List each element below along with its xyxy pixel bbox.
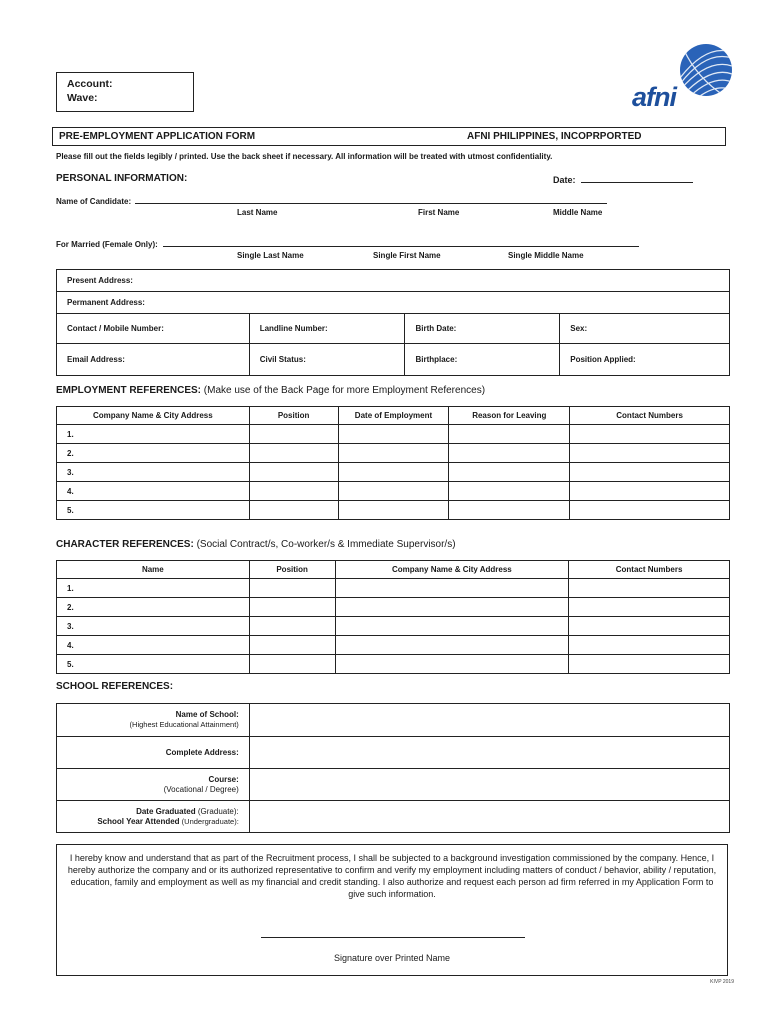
row-number: 3. [57,617,250,636]
character-section-title: CHARACTER REFERENCES: [56,539,194,550]
char-contact-cell[interactable] [569,598,730,617]
landline-cell[interactable] [249,314,405,344]
emp-date-cell[interactable] [338,444,449,463]
character-section-heading [56,539,456,550]
school-references-table [56,703,730,833]
instructions: Please fill out the fields legibly / printed. Use the back sheet if necessary. All information will be treated with utmost confidentiality. [56,152,553,161]
table-row[interactable] [57,501,730,520]
row-number: 5. [57,655,250,674]
emp-contact-cell[interactable] [570,444,730,463]
school-year-line [57,817,239,827]
email-cell[interactable] [57,344,250,376]
single-first-caption: Single First Name [373,251,441,260]
row-number: 1. [57,425,250,444]
emp-col-position: Position [249,407,338,425]
char-col-position: Position [249,561,335,579]
row-number: 5. [57,501,250,520]
char-col-name: Name [57,561,250,579]
date-graduated-label-cell [57,801,250,833]
char-company-cell[interactable] [335,598,569,617]
row-number: 2. [57,444,250,463]
footer-code: KIVP 2019 [710,979,734,985]
char-contact-cell[interactable] [569,636,730,655]
char-company-cell[interactable] [335,655,569,674]
emp-reason-cell[interactable] [449,425,570,444]
school-name-input[interactable] [249,704,729,737]
signature-label: Signature over Printed Name [333,953,451,963]
school-address-input[interactable] [249,737,729,769]
table-row[interactable] [57,617,730,636]
date-line [581,174,693,183]
birth-date-cell[interactable] [405,314,560,344]
course-label: Course: [208,774,239,784]
char-position-cell[interactable] [249,636,335,655]
char-col-company: Company Name & City Address [335,561,569,579]
personal-info-table [56,269,730,376]
permanent-address-cell[interactable] [57,292,730,314]
first-name-caption: First Name [418,208,460,217]
contact-mobile-label: Contact / Mobile Number: [67,324,164,333]
emp-date-cell[interactable] [338,425,449,444]
emp-contact-cell[interactable] [570,463,730,482]
afni-wordmark: afni [632,82,677,112]
emp-date-cell[interactable] [338,463,449,482]
consent-box [56,844,728,976]
char-contact-cell[interactable] [569,655,730,674]
school-address-label-cell [57,737,250,769]
emp-reason-cell[interactable] [449,482,570,501]
char-contact-cell[interactable] [569,617,730,636]
char-position-cell[interactable] [249,598,335,617]
married-label: For Married (Female Only): [56,240,158,249]
account-label: Account: [67,78,113,90]
name-line [135,196,607,204]
emp-date-cell[interactable] [338,482,449,501]
char-contact-cell[interactable] [569,579,730,598]
single-middle-caption: Single Middle Name [508,251,584,260]
position-applied-cell[interactable] [560,344,730,376]
emp-reason-cell[interactable] [449,444,570,463]
emp-position-cell[interactable] [249,425,338,444]
last-name-caption: Last Name [237,208,278,217]
character-section-note: (Social Contract/s, Co-worker/s & Immediate Supervisor/s) [193,539,456,550]
birth-date-label: Birth Date: [415,324,457,333]
emp-position-cell[interactable] [249,501,338,520]
sex-cell[interactable] [560,314,730,344]
row-number: 4. [57,482,250,501]
emp-contact-cell[interactable] [570,425,730,444]
table-row[interactable] [57,444,730,463]
school-year-sub: (Undergraduate): [179,816,239,826]
char-position-cell[interactable] [249,617,335,636]
personal-section-title: PERSONAL INFORMATION: [56,173,188,184]
emp-position-cell[interactable] [249,482,338,501]
row-number: 4. [57,636,250,655]
emp-col-contact: Contact Numbers [570,407,730,425]
emp-col-reason: Reason for Leaving [449,407,570,425]
school-year-label: School Year Attended [97,816,180,826]
emp-contact-cell[interactable] [570,482,730,501]
date-graduated-sub: (Graduate): [195,806,239,816]
row-number: 2. [57,598,250,617]
emp-date-cell[interactable] [338,501,449,520]
school-name-label-cell [57,704,250,737]
employment-section-title: EMPLOYMENT REFERENCES: [56,385,202,396]
landline-label: Landline Number: [259,324,328,333]
employment-section-heading [56,385,485,396]
date-label: Date: [553,175,576,185]
sex-label: Sex: [570,324,588,333]
char-company-cell[interactable] [335,617,569,636]
civil-status-label: Civil Status: [259,355,306,364]
name-label: Name of Candidate: [56,197,132,206]
table-row[interactable] [57,425,730,444]
account-wave-box [56,72,194,112]
char-position-cell[interactable] [249,579,335,598]
date-graduated-input[interactable] [249,801,729,833]
name-field[interactable] [56,196,607,206]
date-field[interactable] [553,174,693,185]
single-last-caption: Single Last Name [237,251,304,260]
course-input[interactable] [249,769,729,801]
character-references-table [56,560,730,674]
school-name-sub: (Highest Educational Attainment) [129,720,239,729]
wave-label: Wave: [67,92,98,104]
emp-col-company: Company Name & City Address [57,407,250,425]
char-company-cell[interactable] [335,636,569,655]
emp-contact-cell[interactable] [570,501,730,520]
employment-references-table [56,406,730,520]
present-address-cell[interactable] [57,270,730,292]
emp-reason-cell[interactable] [449,463,570,482]
contact-mobile-cell[interactable] [57,314,250,344]
form-header-bar [52,127,726,146]
emp-position-cell[interactable] [249,463,338,482]
employment-section-note: (Make use of the Back Page for more Employment References) [201,385,486,396]
consent-text: I hereby know and understand that as part of the Recruitment process, I shall be subjected to a background investigation commissioned by the company. Hence, I hereby authorize the company and or its authorized representative to confirm and verify my employment including matters of conduct / behavior, ability / reputation, education, family and employment as well as my financial and credit standing. I also authorize and request each person ad firm referred in my Application Form to give such information. [67,853,717,899]
emp-reason-cell[interactable] [449,501,570,520]
birthplace-label: Birthplace: [415,355,458,364]
char-col-contact: Contact Numbers [569,561,730,579]
course-sub: (Vocational / Degree) [163,784,239,794]
civil-status-cell[interactable] [249,344,405,376]
middle-name-caption: Middle Name [553,208,603,217]
row-number: 1. [57,579,250,598]
date-graduated-label: Date Graduated [136,806,196,816]
emp-position-cell[interactable] [249,444,338,463]
birthplace-cell[interactable] [405,344,560,376]
table-row[interactable] [57,598,730,617]
afni-logo [628,40,740,112]
school-name-label: Name of School: [175,710,239,719]
emp-col-date: Date of Employment [338,407,449,425]
present-address-label: Present Address: [67,276,133,285]
married-name-field[interactable] [56,239,639,249]
married-line [163,239,639,247]
table-row[interactable] [57,579,730,598]
course-label-cell [57,769,250,801]
school-address-label: Complete Address: [165,747,239,757]
form-title: PRE-EMPLOYMENT APPLICATION FORM [59,131,256,142]
table-row[interactable] [57,655,730,674]
permanent-address-label: Permanent Address: [67,298,145,307]
signature-line[interactable] [261,937,525,938]
table-row[interactable] [57,636,730,655]
company-name: AFNI PHILIPPINES, INCOPRPORTED [467,131,642,142]
position-applied-label: Position Applied: [570,355,636,364]
school-section-title: SCHOOL REFERENCES: [56,681,174,692]
char-position-cell[interactable] [249,655,335,674]
email-label: Email Address: [67,355,125,364]
char-company-cell[interactable] [335,579,569,598]
table-row[interactable] [57,482,730,501]
row-number: 3. [57,463,250,482]
date-graduated-line [57,807,239,817]
table-row[interactable] [57,463,730,482]
